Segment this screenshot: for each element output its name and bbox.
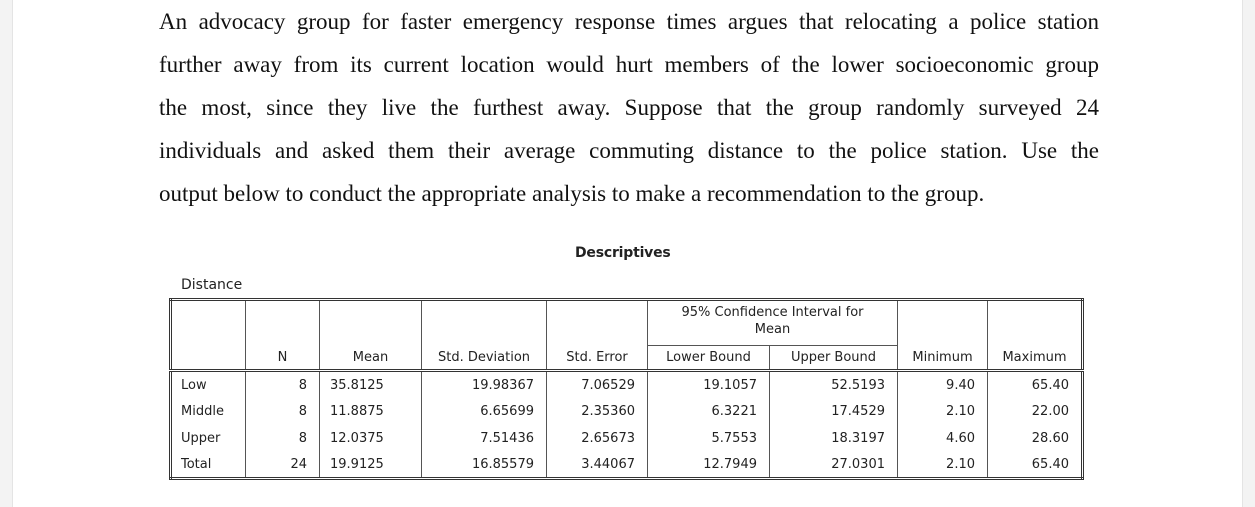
cell-std-dev: 6.65699 (422, 398, 547, 425)
cell-std-dev: 7.51436 (422, 425, 547, 452)
descriptives-table (169, 298, 1084, 480)
cell-lower: 5.7553 (648, 425, 770, 452)
left-page-margin (0, 0, 13, 507)
cell-n: 8 (246, 425, 320, 452)
cell-upper: 17.4529 (770, 398, 898, 425)
cell-upper: 27.0301 (770, 452, 898, 479)
cell-std-err: 7.06529 (547, 371, 648, 398)
cell-upper: 52.5193 (770, 371, 898, 398)
table-row (171, 452, 1083, 479)
cell-upper: 18.3197 (770, 425, 898, 452)
table-row (171, 425, 1083, 452)
cell-lower: 12.7949 (648, 452, 770, 479)
variable-label: Distance (181, 277, 243, 293)
cell-n: 24 (246, 452, 320, 479)
cell-n: 8 (246, 371, 320, 398)
row-label: Upper (171, 425, 246, 452)
row-label: Low (171, 371, 246, 398)
cell-max: 65.40 (988, 371, 1083, 398)
ci-header-line1: 95% Confidence Interval for (681, 305, 864, 320)
table-row (171, 371, 1083, 398)
cell-min: 9.40 (898, 371, 988, 398)
question-line: individuals and asked them their average commuting distance to the police station. Use the (159, 138, 1099, 163)
corner-cell (171, 300, 246, 371)
cell-lower: 6.3221 (648, 398, 770, 425)
question-paragraph (159, 0, 1099, 215)
cell-min: 2.10 (898, 452, 988, 479)
question-line: further away from its current location would hurt members of the lower socioeconomic group (159, 52, 1099, 77)
cell-mean: 12.0375 (320, 425, 422, 452)
cell-min: 2.10 (898, 398, 988, 425)
cell-std-err: 2.65673 (547, 425, 648, 452)
cell-std-err: 2.35360 (547, 398, 648, 425)
cell-max: 65.40 (988, 452, 1083, 479)
col-header-min: Minimum (898, 300, 988, 371)
question-line: An advocacy group for faster emergency response times argues that relocating a police station (159, 9, 1099, 34)
cell-min: 4.60 (898, 425, 988, 452)
col-header-std-err: Std. Error (547, 300, 648, 371)
table-row (171, 398, 1083, 425)
cell-std-dev: 16.85579 (422, 452, 547, 479)
cell-n: 8 (246, 398, 320, 425)
col-header-n: N (246, 300, 320, 371)
question-line: output below to conduct the appropriate analysis to make a recommendation to the group. (159, 181, 985, 206)
right-page-margin (1242, 0, 1255, 507)
col-header-lower: Lower Bound (648, 346, 770, 371)
cell-lower: 19.1057 (648, 371, 770, 398)
cell-mean: 11.8875 (320, 398, 422, 425)
col-header-max: Maximum (988, 300, 1083, 371)
row-label: Middle (171, 398, 246, 425)
ci-header (648, 300, 898, 346)
col-header-std-dev: Std. Deviation (422, 300, 547, 371)
cell-std-dev: 19.98367 (422, 371, 547, 398)
col-header-upper: Upper Bound (770, 346, 898, 371)
cell-mean: 35.8125 (320, 371, 422, 398)
ci-header-line2: Mean (754, 322, 791, 337)
row-label: Total (171, 452, 246, 479)
cell-max: 22.00 (988, 398, 1083, 425)
cell-std-err: 3.44067 (547, 452, 648, 479)
cell-max: 28.60 (988, 425, 1083, 452)
question-line: the most, since they live the furthest away. Suppose that the group randomly surveyed 24 (159, 95, 1099, 120)
header-row-top (171, 300, 1083, 346)
cell-mean: 19.9125 (320, 452, 422, 479)
output-title: Descriptives (575, 245, 671, 261)
col-header-mean: Mean (320, 300, 422, 371)
